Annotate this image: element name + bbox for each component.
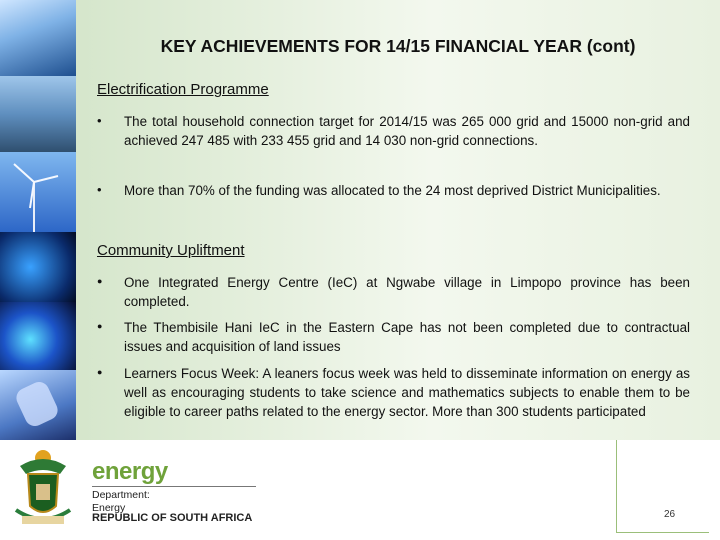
pipeline-image — [0, 76, 76, 152]
coat-of-arms-logo — [8, 444, 78, 532]
gas-flame-image — [0, 302, 76, 370]
section-heading-community: Community Upliftment — [97, 242, 245, 259]
department-label-line1: Department: — [92, 489, 150, 501]
slide-title: KEY ACHIEVEMENTS FOR 14/15 FINANCIAL YEAR (cont) — [160, 36, 636, 56]
list-item: One Integrated Energy Centre (IeC) at Ngwabe village in Limpopo province has been completed. — [124, 275, 690, 309]
bullet-marker: ● — [97, 276, 103, 286]
page-number: 26 — [664, 509, 676, 520]
bullet-marker: • — [97, 113, 102, 128]
bullet-marker: ● — [97, 367, 103, 377]
page-number-box — [616, 440, 709, 533]
wind-turbine-image — [0, 152, 76, 232]
divider — [92, 486, 256, 487]
list-item-learners-focus-week: Learners Focus Week: A leaners focus week was held to disseminate information on energy as well as encouraging students to take science and mathematics subjects to enable them to be eligible to career paths related to the energy sector. More than 300 students participated — [124, 366, 690, 419]
list-item: The total household connection target for 2014/15 was 265 000 grid and 15000 non-grid and achieved 247 485 with 233 455 grid and 14 030 non-grid connections. — [124, 114, 690, 148]
department-label-line2: Energy — [92, 501, 126, 514]
list-item: More than 70% of the funding was allocated to the 24 most deprived District Municipalities. — [124, 183, 661, 198]
brand-name: energy — [92, 458, 168, 485]
bullet-marker: ● — [97, 321, 103, 331]
country-label: REPUBLIC OF SOUTH AFRICA — [92, 512, 253, 524]
section-heading-electrification: Electrification Programme — [97, 81, 269, 98]
department-label — [92, 489, 150, 514]
list-item: The Thembisile Hani IeC in the Eastern Cape has not been completed due to contractual issues and acquisition of land issues — [124, 320, 690, 354]
lightbulb-image — [0, 370, 76, 440]
bullet-marker: • — [97, 182, 102, 197]
solar-panel-image — [0, 0, 76, 76]
left-image-strip — [0, 0, 76, 440]
blue-energy-image — [0, 232, 76, 302]
